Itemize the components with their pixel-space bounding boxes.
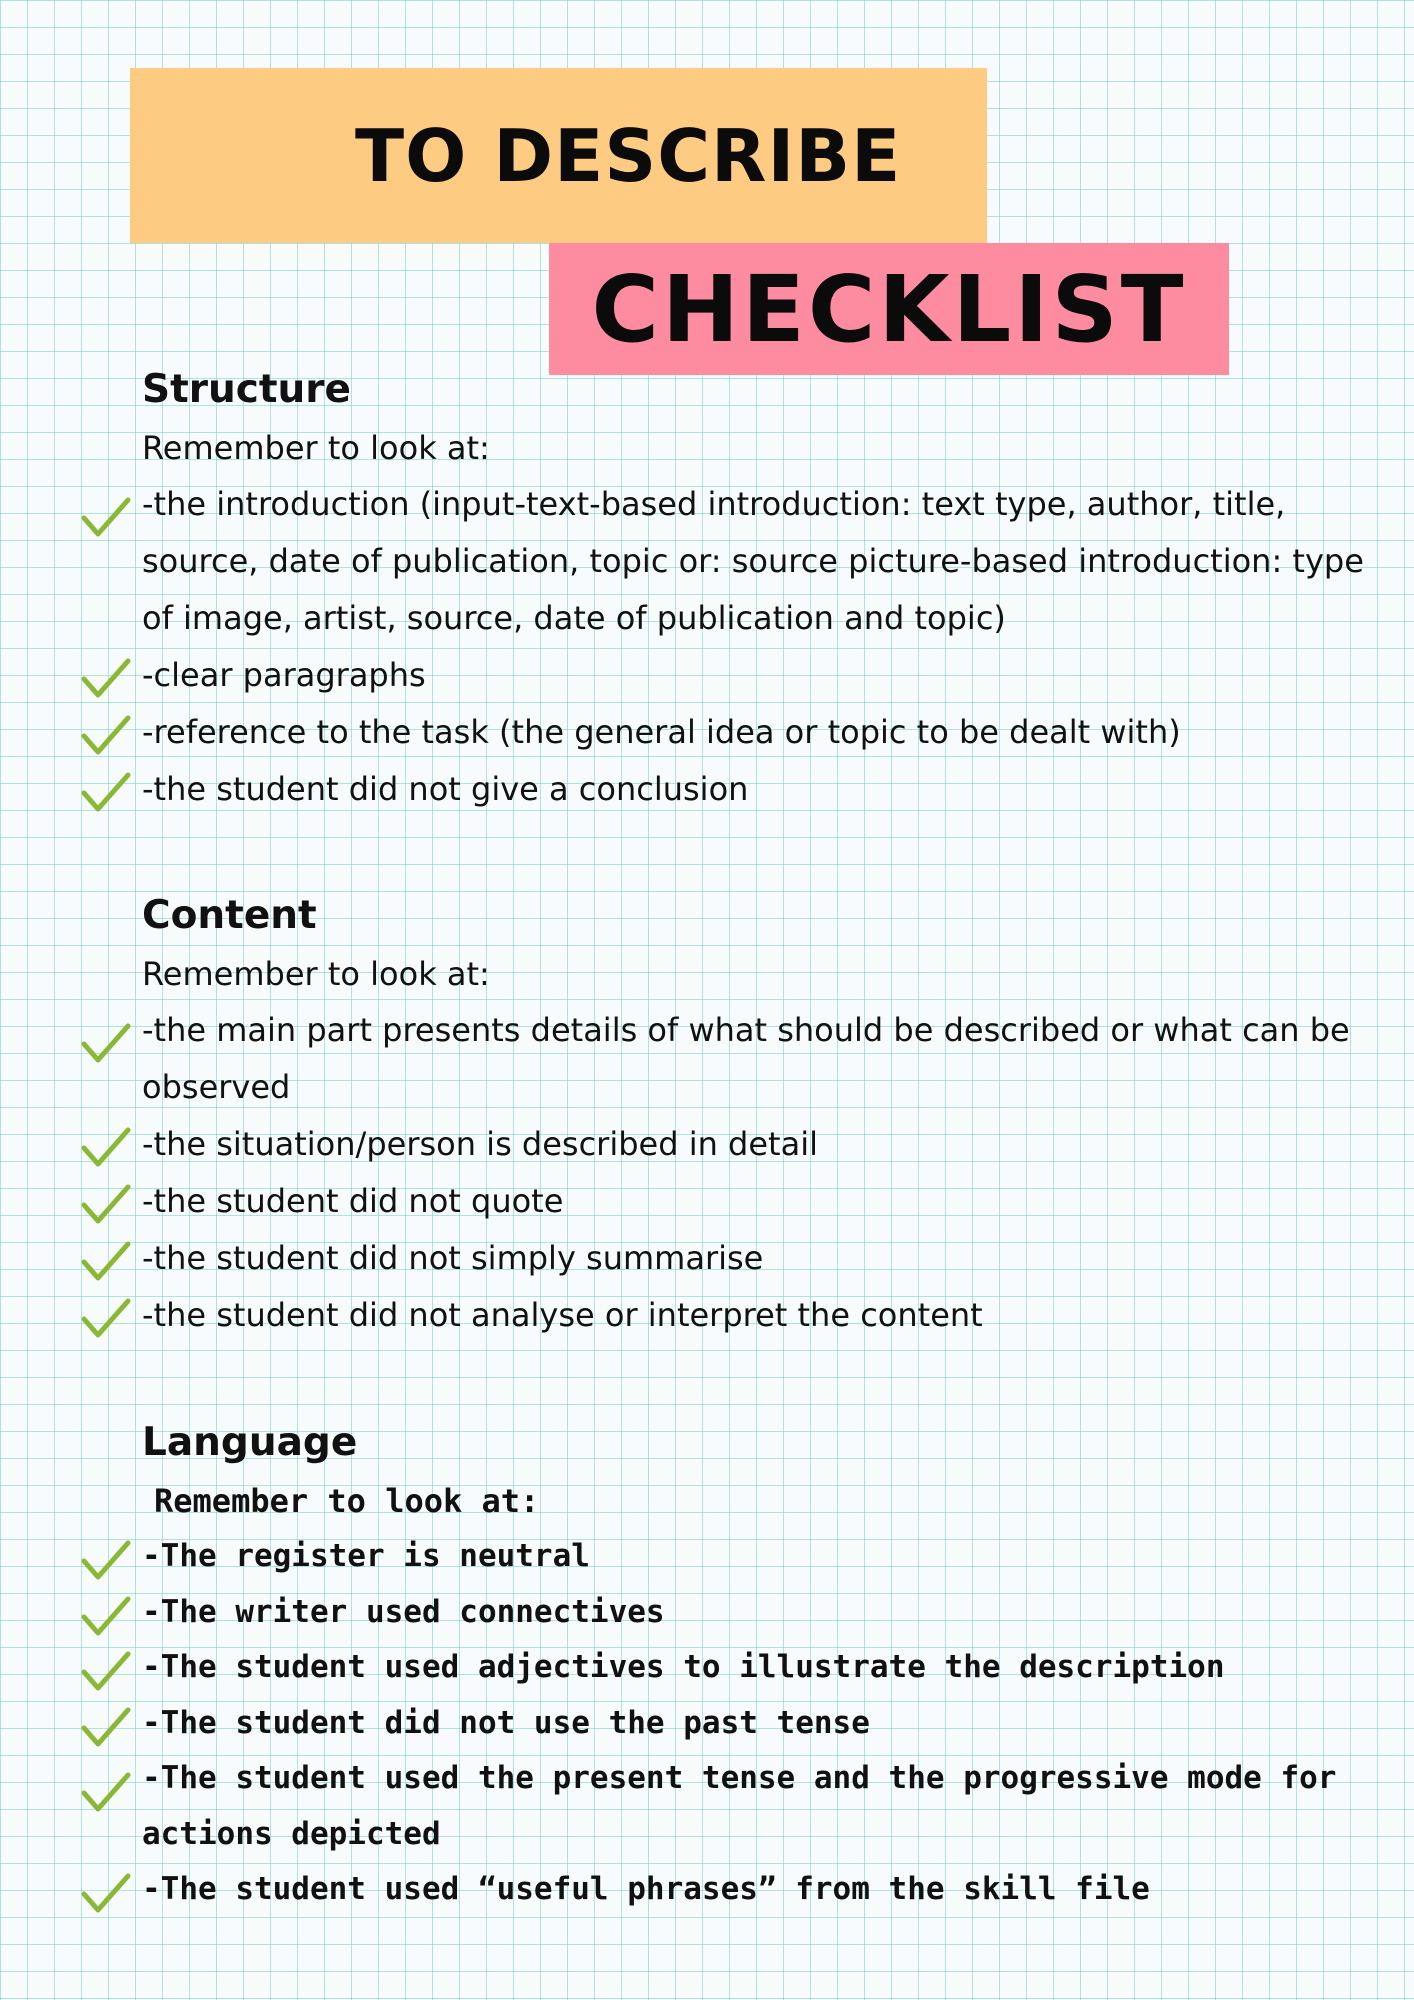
list-item	[142, 1173, 1402, 1230]
checkmark-icon	[80, 1240, 132, 1284]
checkmark-icon	[80, 1183, 132, 1227]
list-item	[142, 1696, 1402, 1752]
content-section	[142, 886, 1402, 1344]
list-item	[142, 761, 1402, 818]
list-item	[142, 476, 1402, 647]
list-item-text: -reference to the task (the general idea or topic to be dealt with)	[142, 713, 1181, 751]
checkmark-icon	[80, 1539, 132, 1583]
title-top-text: TO DESCRIBE	[355, 113, 902, 198]
checkmark-icon	[80, 1872, 132, 1916]
list-item	[142, 1002, 1402, 1116]
section-heading: Structure	[142, 367, 351, 412]
section-heading: Language	[142, 1420, 358, 1465]
checkmark-icon	[80, 771, 132, 815]
section-subheading: Remember to look at:	[154, 1482, 540, 1520]
list-item-text: -the student did not analyse or interpret the content	[142, 1296, 983, 1334]
list-item	[142, 1585, 1402, 1641]
checkmark-icon	[80, 1706, 132, 1750]
list-item-text: -The student used the present tense and the progressive mode for actions depicted	[142, 1760, 1337, 1852]
list-item-text: -the situation/person is described in detail	[142, 1125, 818, 1163]
list-item-text: -The student did not use the past tense	[142, 1704, 870, 1741]
list-item-text: -the student did not simply summarise	[142, 1239, 764, 1277]
list-item	[142, 647, 1402, 704]
checkmark-icon	[80, 496, 132, 540]
list-item	[142, 704, 1402, 761]
checkmark-icon	[80, 1595, 132, 1639]
section-subheading: Remember to look at:	[142, 429, 490, 467]
section-subheading: Remember to look at:	[142, 955, 490, 993]
list-item-text: -the main part presents details of what should be described or what can be observed	[142, 1011, 1350, 1106]
list-item-text: -clear paragraphs	[142, 656, 426, 694]
list-item	[142, 1862, 1402, 1918]
list-item-text: -the student did not quote	[142, 1182, 564, 1220]
list-item	[142, 1751, 1402, 1862]
checkmark-icon	[80, 1297, 132, 1341]
list-item-text: -The writer used connectives	[142, 1593, 665, 1630]
list-item	[142, 1116, 1402, 1173]
list-item	[142, 1230, 1402, 1287]
list-item-text: -The register is neutral	[142, 1538, 590, 1574]
list-item	[142, 1640, 1402, 1696]
list-item	[142, 1287, 1402, 1344]
list-item-text: -the introduction (input-text-based introduction: text type, author, title, source, date of publication, topic or: source picture-based introduction: type of image, artist, source, date of publication and topic)	[142, 485, 1364, 637]
checkmark-icon	[80, 1126, 132, 1170]
checkmark-icon	[80, 1650, 132, 1694]
title-banner-checklist	[549, 243, 1229, 375]
checkmark-icon	[80, 1771, 132, 1815]
list-item	[142, 1529, 1402, 1585]
list-item-text: -The student used “useful phrases” from the skill file	[142, 1871, 1150, 1907]
structure-section	[142, 360, 1402, 818]
title-banner-top	[130, 68, 987, 243]
checkmark-icon	[80, 1022, 132, 1066]
title-main-text: CHECKLIST	[591, 255, 1187, 363]
checkmark-icon	[80, 657, 132, 701]
language-section	[142, 1413, 1402, 1918]
checkmark-icon	[80, 714, 132, 758]
list-item-text: -the student did not give a conclusion	[142, 770, 749, 808]
section-heading: Content	[142, 893, 317, 938]
list-item-text: -The student used adjectives to illustrate the description	[142, 1649, 1225, 1685]
